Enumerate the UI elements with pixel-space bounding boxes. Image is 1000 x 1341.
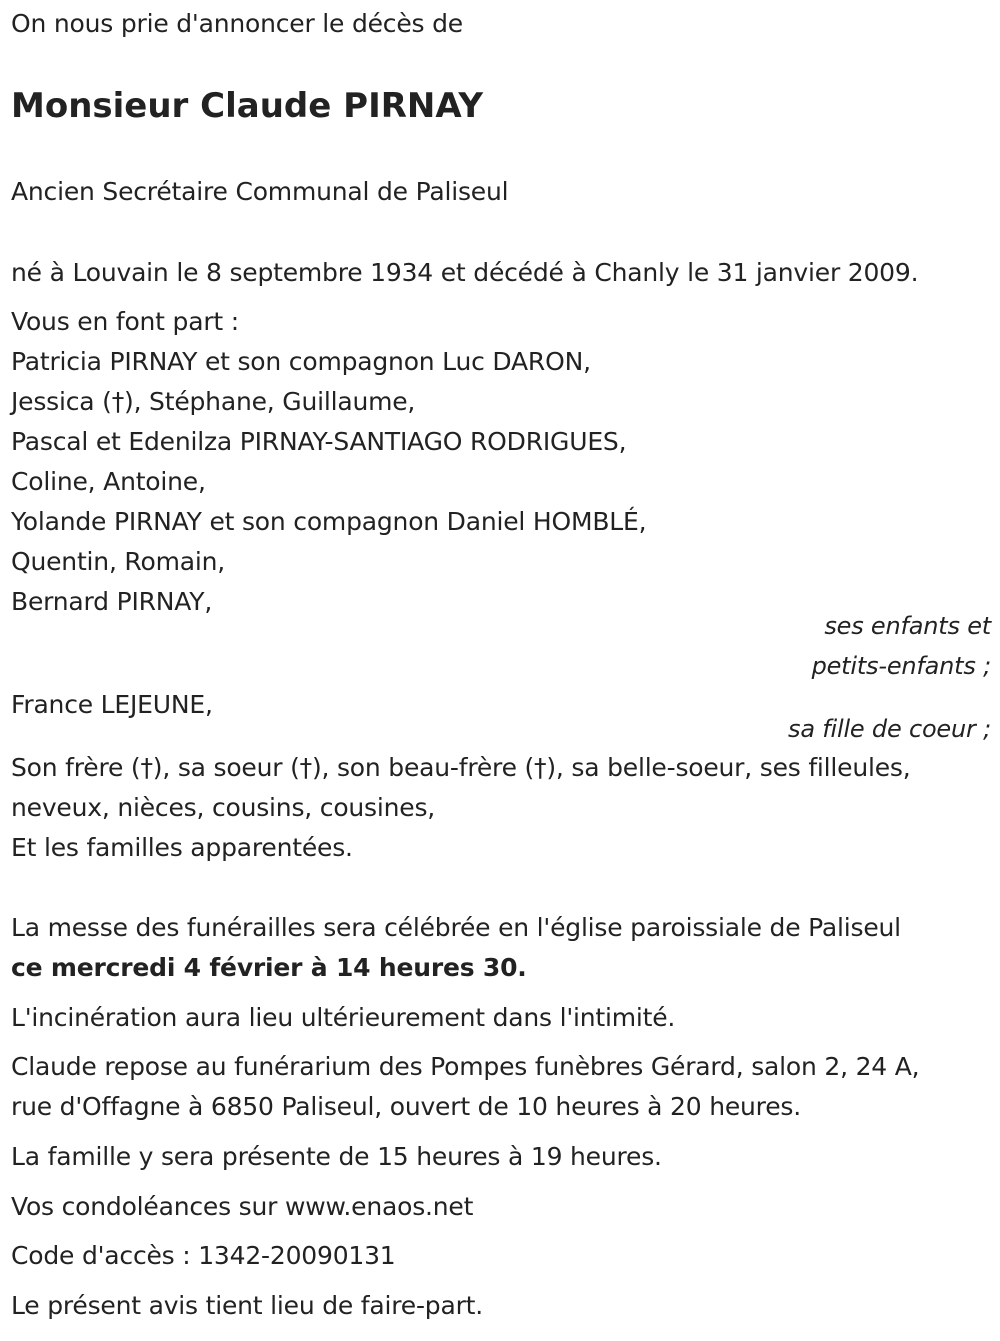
access-code: Code d'accès : 1342-20090131 [11, 1241, 396, 1270]
cremation-info: L'incinération aura lieu ultérieurement dans l'intimité. [11, 1003, 676, 1032]
family-presence: La famille y sera présente de 15 heures à 19 heures. [11, 1142, 662, 1171]
obituary-notice [11, 0, 991, 1341]
funerarium-info: Claude repose au funérarium des Pompes funèbres Gérard, salon 2, 24 A, [11, 1052, 920, 1081]
relatives-line: Son frère (†), sa soeur (†), son beau-frère (†), sa belle-soeur, ses filleules, [11, 753, 911, 782]
intro-text: On nous prie d'annoncer le décès de [11, 9, 463, 38]
deceased-name: Monsieur Claude PIRNAY [11, 86, 484, 126]
heart-daughter-name: France LEJEUNE, [11, 690, 213, 719]
family-intro: Vous en font part : [11, 307, 239, 336]
family-line: Jessica (†), Stéphane, Guillaume, [11, 387, 416, 416]
relatives-line: Et les familles apparentées. [11, 833, 353, 862]
funerarium-address: rue d'Offagne à 6850 Paliseul, ouvert de 10 heures à 20 heures. [11, 1092, 801, 1121]
mass-info: La messe des funérailles sera célébrée en l'église paroissiale de Paliseul [11, 913, 901, 942]
children-caption: ses enfants et [824, 612, 991, 640]
faire-part-notice: Le présent avis tient lieu de faire-part. [11, 1291, 484, 1320]
deceased-role: Ancien Secrétaire Communal de Paliseul [11, 177, 509, 206]
family-line: Quentin, Romain, [11, 547, 225, 576]
family-line: Bernard PIRNAY, [11, 587, 213, 616]
mass-time: ce mercredi 4 février à 14 heures 30. [11, 953, 527, 982]
birth-death-dates: né à Louvain le 8 septembre 1934 et décédé à Chanly le 31 janvier 2009. [11, 258, 919, 287]
family-line: Pascal et Edenilza PIRNAY-SANTIAGO RODRIGUES, [11, 427, 627, 456]
family-line: Yolande PIRNAY et son compagnon Daniel HOMBLÉ, [11, 507, 647, 536]
condolences-link: Vos condoléances sur www.enaos.net [11, 1192, 474, 1221]
heart-daughter-caption: sa fille de coeur ; [788, 715, 991, 743]
family-line: Patricia PIRNAY et son compagnon Luc DARON, [11, 347, 591, 376]
grandchildren-caption: petits-enfants ; [811, 652, 991, 680]
family-line: Coline, Antoine, [11, 467, 206, 496]
relatives-line: neveux, nièces, cousins, cousines, [11, 793, 436, 822]
